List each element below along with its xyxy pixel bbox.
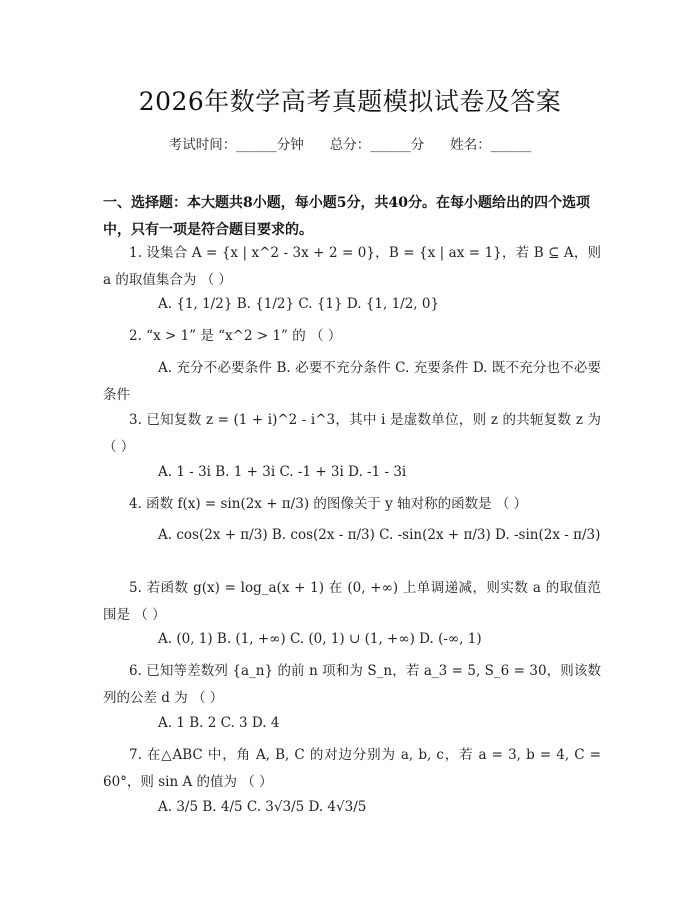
question-options: A. cos(2x + π/3) B. cos(2x - π/3) C. -sin(2x + π/3) D. -sin(2x - π/3) — [158, 527, 601, 543]
section-heading: 一、选择题：本大题共8小题，每小题5分，共40分。在每小题给出的四个选项中，只有一项是符合题目要求的。 — [103, 195, 590, 238]
question-stem: 6. 已知等差数列 {a_n} 的前 n 项和为 S_n，若 a_3 = 5, S_6 = 30，则该数列的公差 d 为 （ ） — [103, 663, 601, 706]
name-field: 姓名：______ — [450, 137, 532, 153]
question-stem: 4. 函数 f(x) = sin(2x + π/3) 的图像关于 y 轴对称的函数是 （ ） — [129, 496, 528, 512]
exam-meta — [0, 133, 700, 153]
question-options: A. 1 B. 2 C. 3 D. 4 — [158, 715, 280, 731]
question-stem: 1. 设集合 A = {x | x^2 - 3x + 2 = 0}，B = {x | ax = 1}，若 B ⊆ A，则 a 的取值集合为 （ ） — [103, 245, 601, 288]
question-options: A. 充分不必要条件 B. 必要不充分条件 C. 充要条件 D. 既不充分也不必要条件 — [103, 360, 601, 403]
exam-title: 2026年数学高考真题模拟试卷及答案 — [138, 87, 562, 116]
question-stem: 3. 已知复数 z = (1 + i)^2 - i^3，其中 i 是虚数单位，则 z 的共轭复数 z 为 （ ） — [103, 412, 601, 455]
time-field: 考试时间：______分钟 — [168, 137, 304, 153]
question-stem: 7. 在△ABC 中，角 A, B, C 的对边分别为 a, b, c，若 a = 3, b = 4, C = 60°，则 sin A 的值为 （ ） — [103, 747, 601, 790]
question-options: A. (0, 1) B. (1, +∞) C. (0, 1) ∪ (1, +∞) D. (-∞, 1) — [158, 631, 482, 647]
question-stem: 2. “x > 1” 是 “x^2 > 1” 的 （ ） — [129, 328, 342, 344]
question-options: A. 3/5 B. 4/5 C. 3√3/5 D. 4√3/5 — [158, 799, 367, 815]
question-options: A. 1 - 3i B. 1 + 3i C. -1 + 3i D. -1 - 3i — [158, 464, 407, 480]
score-field: 总分：______分 — [329, 137, 425, 153]
question-options: A. {1, 1/2} B. {1/2} C. {1} D. {1, 1/2, 0} — [158, 296, 440, 312]
question-stem: 5. 若函数 g(x) = log_a(x + 1) 在 (0, +∞) 上单调递减，则实数 a 的取值范围是 （ ） — [103, 580, 601, 623]
